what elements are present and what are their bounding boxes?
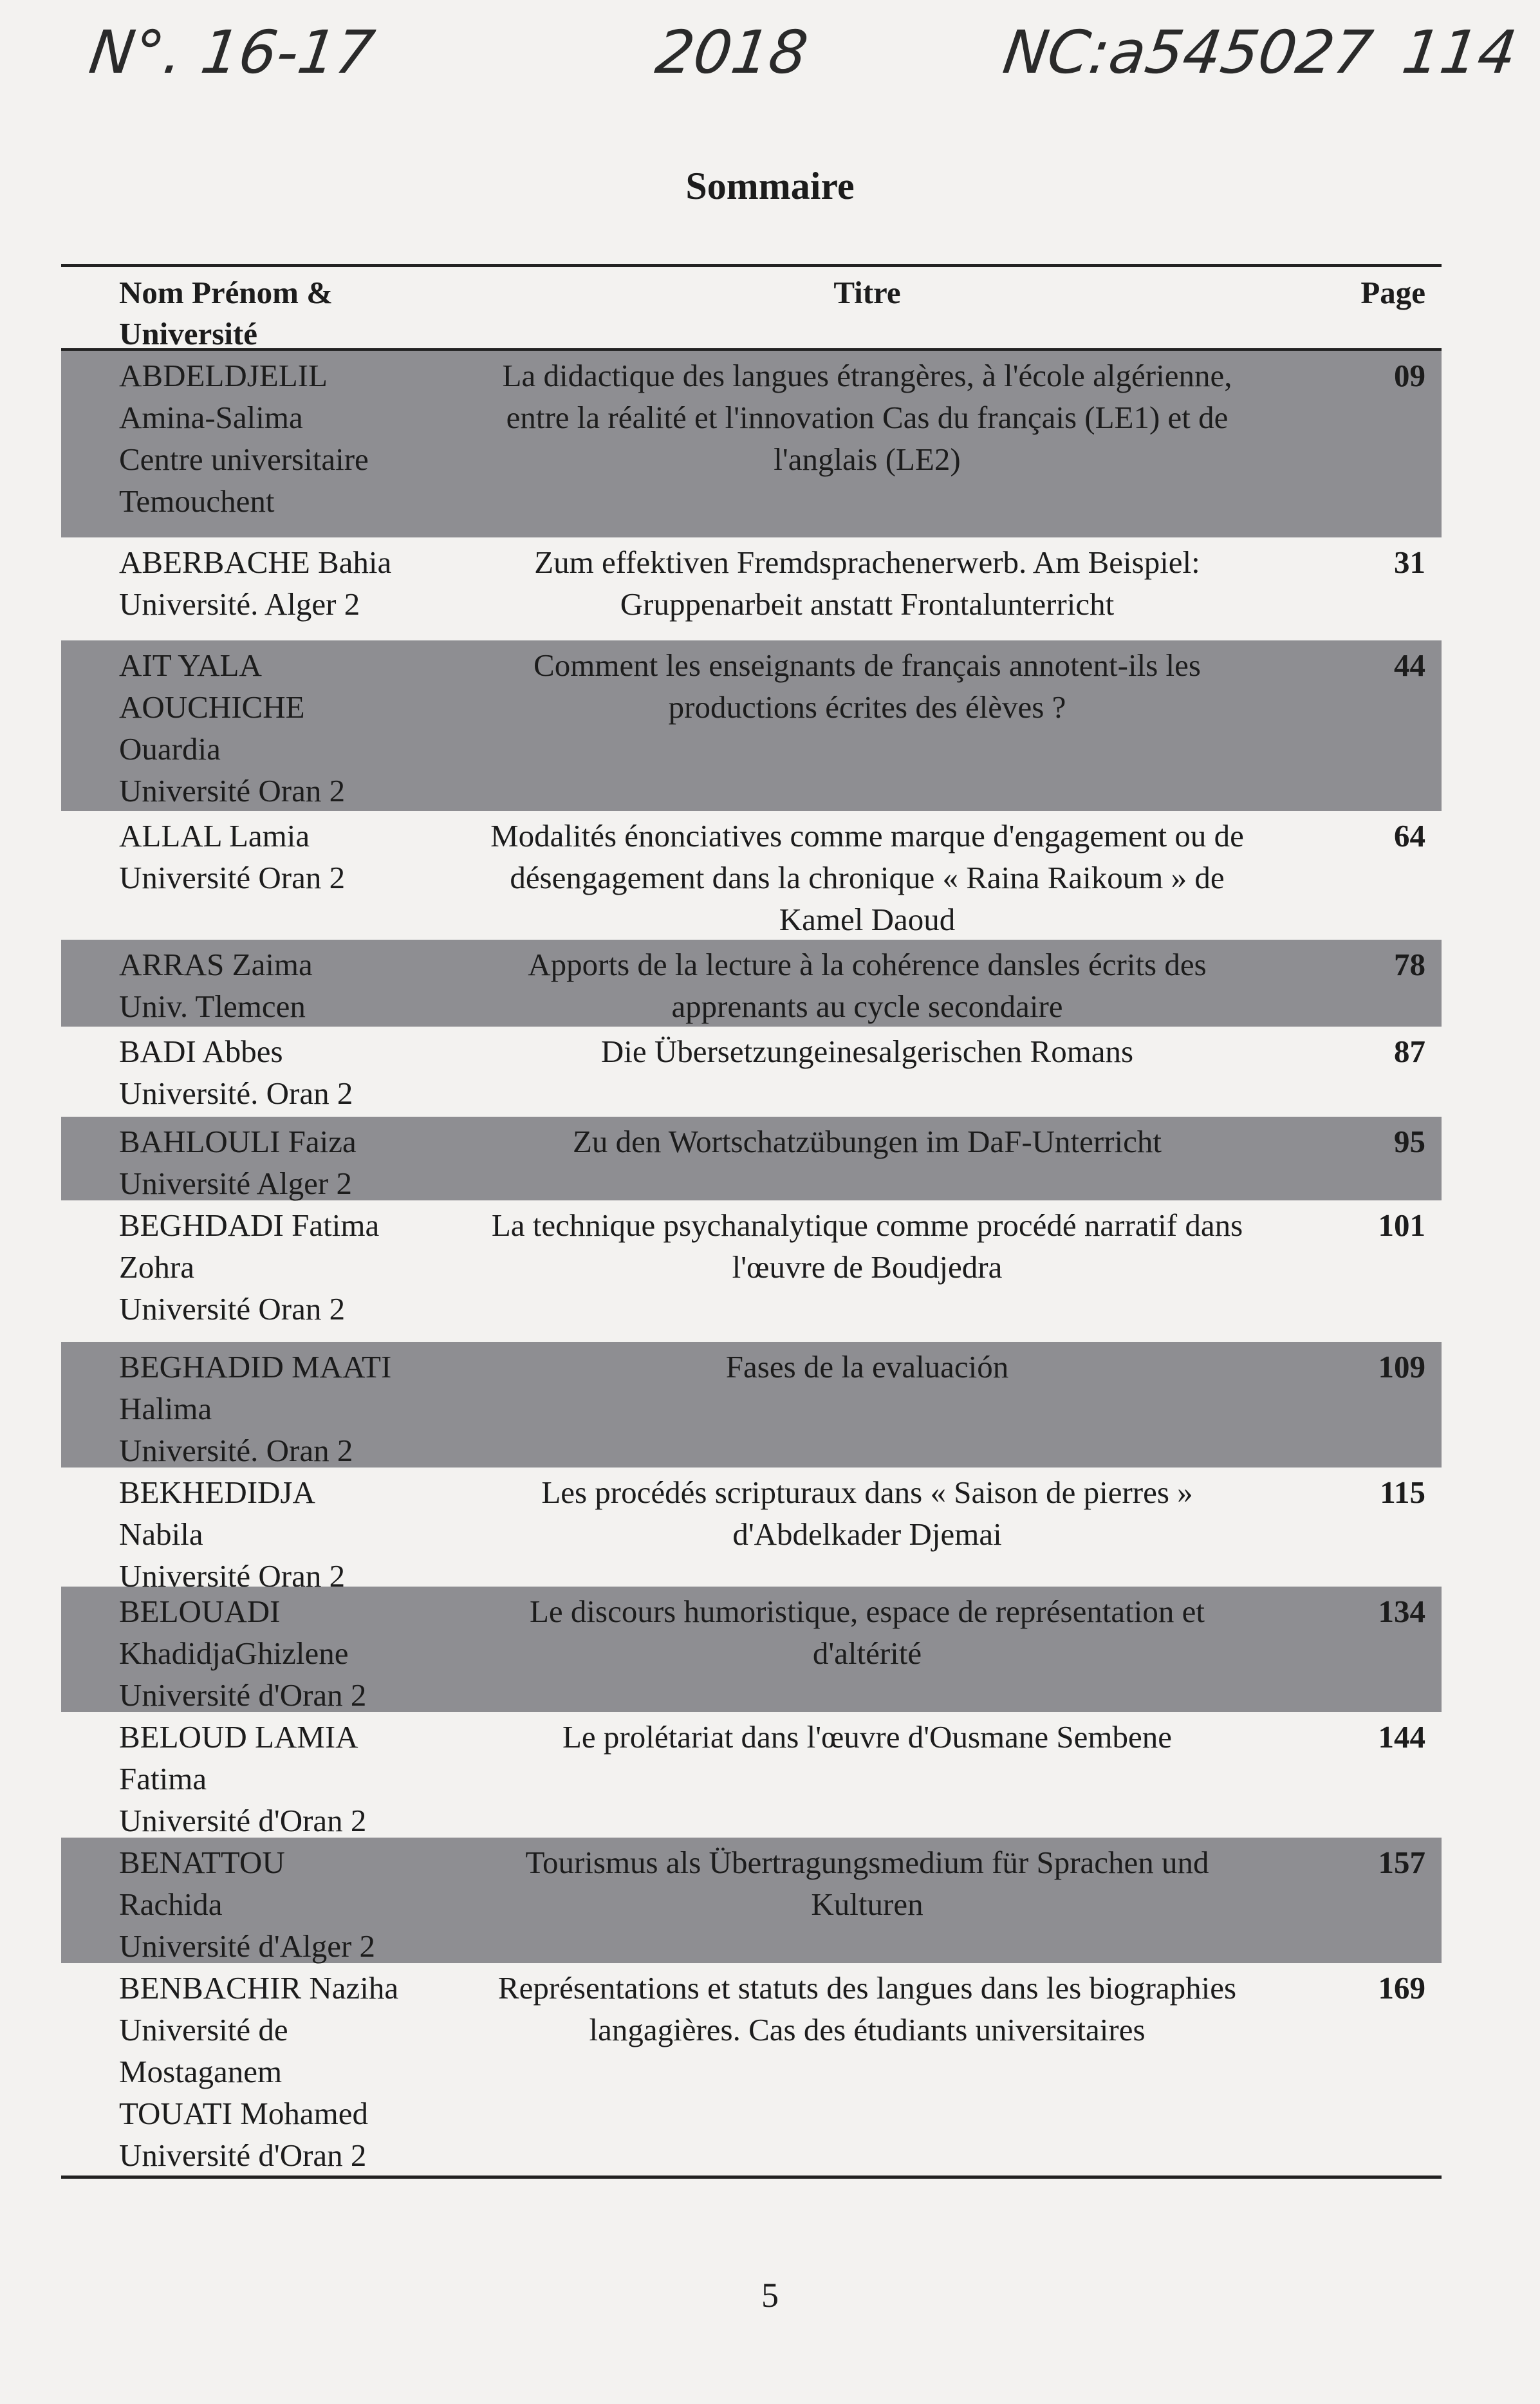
author-line: Université de: [119, 2012, 288, 2047]
author-line: Université Oran 2: [119, 1558, 346, 1594]
author-line: Université. Alger 2: [119, 586, 360, 622]
author-line: Mostaganem: [119, 2054, 283, 2089]
header-title: Titre: [833, 275, 901, 310]
page-cell: 87: [1394, 1034, 1425, 1069]
table-row: [61, 811, 1442, 940]
page-cell: 44: [1394, 648, 1425, 683]
author-line: TOUATI Mohamed: [119, 2096, 368, 2131]
table-row: [61, 1117, 1442, 1200]
author-line: BEKHEDIDJA: [119, 1475, 315, 1510]
author-cell: [61, 1346, 473, 1468]
table-row: [61, 351, 1442, 537]
author-line: BADI Abbes: [119, 1034, 283, 1069]
table-row: [61, 1468, 1442, 1594]
handwritten-page-count: 114: [1398, 18, 1521, 87]
author-line: Amina-Salima: [119, 400, 303, 435]
author-line: Zohra: [119, 1249, 194, 1285]
author-line: Université Alger 2: [119, 1166, 352, 1201]
author-line: BENATTOU: [119, 1845, 285, 1880]
author-line: Centre universitaire: [119, 442, 369, 477]
article-title-cell: Représentations et statuts des langues dans les biographies langagières. Cas des étudiants universitaires: [497, 1970, 1237, 2047]
author-line: AIT YALA: [119, 648, 262, 683]
article-title-cell: La didactique des langues étrangères, à l'école algérienne, entre la réalité et l'innovation Cas du français (LE1) et de l'anglais (LE2): [502, 358, 1232, 477]
table-of-contents: [61, 264, 1442, 2179]
header-page: Page: [1360, 275, 1425, 310]
author-cell: [61, 1716, 473, 1838]
header-author: Nom Prénom & Université: [119, 275, 333, 351]
article-title-cell: Les procédés scripturaux dans « Saison de pierres » d'Abdelkader Djemai: [541, 1475, 1193, 1552]
author-line: ARRAS Zaima: [119, 947, 313, 982]
page-title: Sommaire: [685, 165, 855, 207]
table-row: [61, 640, 1442, 811]
author-line: Temouchent: [119, 483, 275, 519]
table-row: [61, 537, 1442, 640]
table-row: [61, 1587, 1442, 1712]
article-title-cell: Le prolétariat dans l'œuvre d'Ousmane Sembene: [562, 1719, 1172, 1755]
handwritten-code: NC:a545027: [999, 18, 1377, 87]
author-cell: [61, 1121, 473, 1200]
author-line: Univ. Tlemcen: [119, 989, 306, 1024]
page-cell: 101: [1378, 1207, 1425, 1243]
author-cell: [61, 1590, 473, 1712]
article-title-cell: Le discours humoristique, espace de représentation et d'altérité: [529, 1594, 1205, 1671]
table-header: [61, 267, 1442, 351]
table-row: [61, 1200, 1442, 1342]
author-line: ABDELDJELIL: [119, 358, 328, 393]
article-title-cell: Comment les enseignants de français annotent-ils les productions écrites des élèves ?: [533, 648, 1201, 725]
author-line: Ouardia: [119, 731, 221, 767]
author-cell: [61, 355, 473, 537]
page-cell: 95: [1394, 1124, 1425, 1159]
author-line: Université Oran 2: [119, 773, 346, 808]
article-title-cell: La technique psychanalytique comme procédé narratif dans l'œuvre de Boudjedra: [491, 1207, 1243, 1285]
author-cell: [61, 1471, 473, 1594]
article-title-cell: Apports de la lecture à la cohérence dansles écrits des apprenants au cycle secondaire: [528, 947, 1207, 1024]
table-row: [61, 1027, 1442, 1117]
table-body: [61, 351, 1442, 2176]
article-title-cell: Zum effektiven Fremdsprachenerwerb. Am Beispiel: Gruppenarbeit anstatt Frontalunterricht: [534, 545, 1200, 622]
author-line: Université d'Oran 2: [119, 1803, 367, 1838]
author-line: BELOUADI: [119, 1594, 281, 1629]
page-cell: 109: [1378, 1349, 1425, 1384]
author-line: Université Oran 2: [119, 1291, 346, 1327]
author-line: Université. Oran 2: [119, 1433, 353, 1468]
author-line: Fatima: [119, 1761, 207, 1796]
author-cell: [61, 541, 473, 640]
table-row: [61, 1712, 1442, 1838]
page-cell: 144: [1378, 1719, 1425, 1755]
author-cell: [61, 1967, 473, 2176]
article-title-cell: Modalités énonciatives comme marque d'engagement ou de désengagement dans la chronique « Raina Raikoum » de Kamel Daoud: [490, 818, 1244, 937]
page-cell: 78: [1394, 947, 1425, 982]
author-line: ABERBACHE Bahia: [119, 545, 392, 580]
author-line: Université d'Oran 2: [119, 2138, 367, 2173]
page-cell: 09: [1394, 358, 1425, 393]
author-line: AOUCHICHE: [119, 689, 305, 725]
table-row: [61, 1342, 1442, 1468]
table-row: [61, 1838, 1442, 1963]
article-title-cell: Die Übersetzungeinesalgerischen Romans: [600, 1034, 1134, 1069]
author-line: BAHLOULI Faiza: [119, 1124, 357, 1159]
author-line: BEGHDADI Fatima: [119, 1207, 380, 1243]
author-cell: [61, 1030, 473, 1117]
author-cell: [61, 815, 473, 940]
handwritten-annotation: [85, 5, 1525, 102]
table-row: [61, 940, 1442, 1027]
author-line: BELOUD LAMIA: [119, 1719, 358, 1755]
author-line: KhadidjaGhizlene: [119, 1635, 349, 1671]
page-cell: 169: [1378, 1970, 1425, 2006]
page-cell: 157: [1378, 1845, 1425, 1880]
author-line: Université d'Alger 2: [119, 1928, 376, 1964]
author-cell: [61, 944, 473, 1027]
article-title-cell: Tourismus als Übertragungsmedium für Sprachen und Kulturen: [525, 1845, 1209, 1922]
author-cell: [61, 1204, 473, 1342]
page-cell: 31: [1394, 545, 1425, 580]
article-title-cell: Zu den Wortschatzübungen im DaF-Unterricht: [572, 1124, 1162, 1159]
page-cell: 115: [1380, 1475, 1425, 1510]
author-cell: [61, 1841, 473, 1963]
author-line: Halima: [119, 1391, 212, 1426]
author-line: Nabila: [119, 1516, 203, 1552]
page-cell: 134: [1378, 1594, 1425, 1629]
author-line: Université d'Oran 2: [119, 1677, 367, 1713]
author-line: Université Oran 2: [119, 860, 346, 895]
author-line: BENBACHIR Naziha: [119, 1970, 399, 2006]
page-number: 5: [761, 2276, 779, 2315]
author-line: ALLAL Lamia: [119, 818, 310, 853]
table-row: [61, 1963, 1442, 2176]
author-line: Rachida: [119, 1887, 223, 1922]
author-cell: [61, 644, 473, 811]
page-cell: 64: [1394, 818, 1425, 853]
article-title-cell: Fases de la evaluación: [725, 1349, 1009, 1384]
handwritten-issue-number: N°. 16-17: [85, 18, 379, 87]
author-line: BEGHADID MAATI: [119, 1349, 392, 1384]
handwritten-year: 2018: [651, 18, 812, 87]
author-line: Université. Oran 2: [119, 1076, 353, 1111]
